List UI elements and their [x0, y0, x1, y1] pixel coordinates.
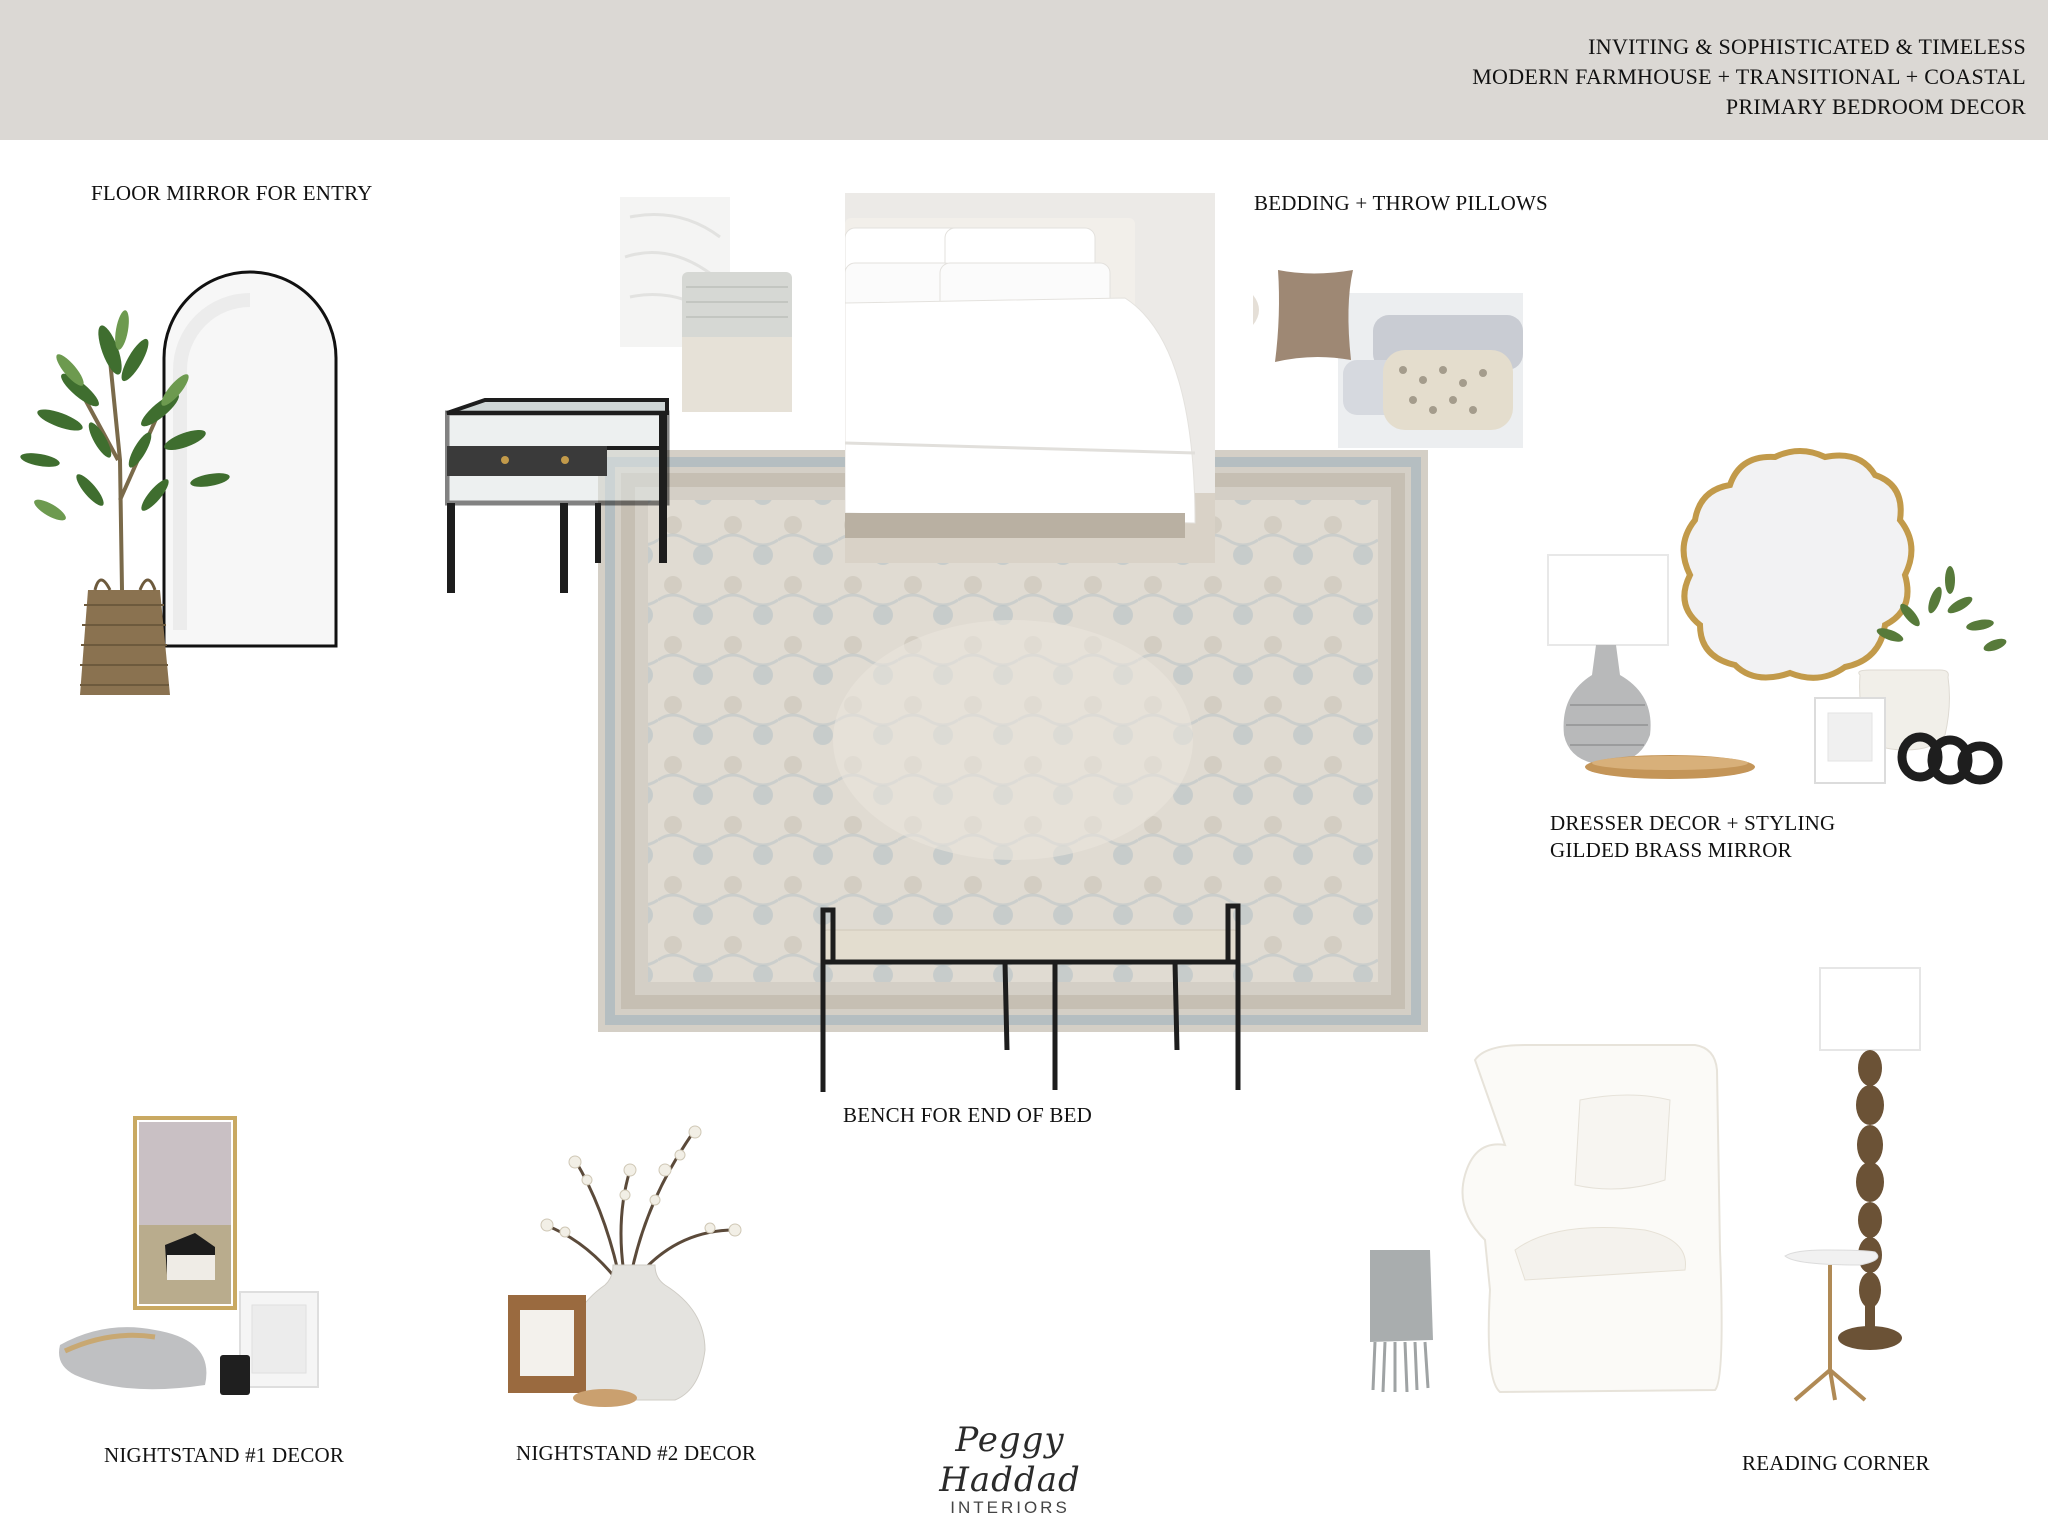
header-line-3: PRIMARY BEDROOM DECOR [1725, 94, 2026, 119]
header-title [1472, 32, 2026, 122]
label-floor-mirror: FLOOR MIRROR FOR ENTRY [91, 181, 373, 205]
label-dresser [1550, 810, 1835, 864]
header-line-1: INVITING & SOPHISTICATED & TIMELESS [1588, 34, 2026, 59]
lampshade [1548, 555, 1668, 645]
throw-pillows-image [1253, 265, 1523, 450]
label-nightstand-2: NIGHTSTAND #2 DECOR [516, 1441, 757, 1465]
floor-lamp-shade [1820, 968, 1920, 1050]
label-bench: BENCH FOR END OF BED [843, 1103, 1093, 1127]
label-bedding: BEDDING + THROW PILLOWS [1254, 191, 1548, 215]
end-of-bed-bench [815, 900, 1245, 1095]
reading-corner-image [1365, 960, 1965, 1410]
dresser-decor-image [1540, 445, 2020, 790]
header-band [0, 0, 2048, 140]
glass-top-nightstand [445, 398, 670, 598]
signature-company: INTERIORS [950, 1498, 1070, 1517]
designer-signature [900, 1420, 1120, 1518]
label-reading-corner: READING CORNER [1742, 1451, 1930, 1475]
label-dresser-line-2: GILDED BRASS MIRROR [1550, 838, 1792, 862]
bed-photo [845, 193, 1215, 563]
signature-name: Peggy Haddad [939, 1420, 1081, 1500]
potted-tree [10, 300, 250, 700]
nightstand-1-decor-image [55, 1115, 325, 1405]
header-line-2: MODERN FARMHOUSE + TRANSITIONAL + COASTAL [1472, 64, 2026, 89]
throw-blanket-image [620, 197, 795, 417]
label-nightstand-1: NIGHTSTAND #1 DECOR [104, 1443, 345, 1467]
label-dresser-line-1: DRESSER DECOR + STYLING [1550, 811, 1836, 835]
nightstand-2-decor-image [505, 1110, 785, 1410]
gilded-mirror [1684, 451, 1912, 678]
